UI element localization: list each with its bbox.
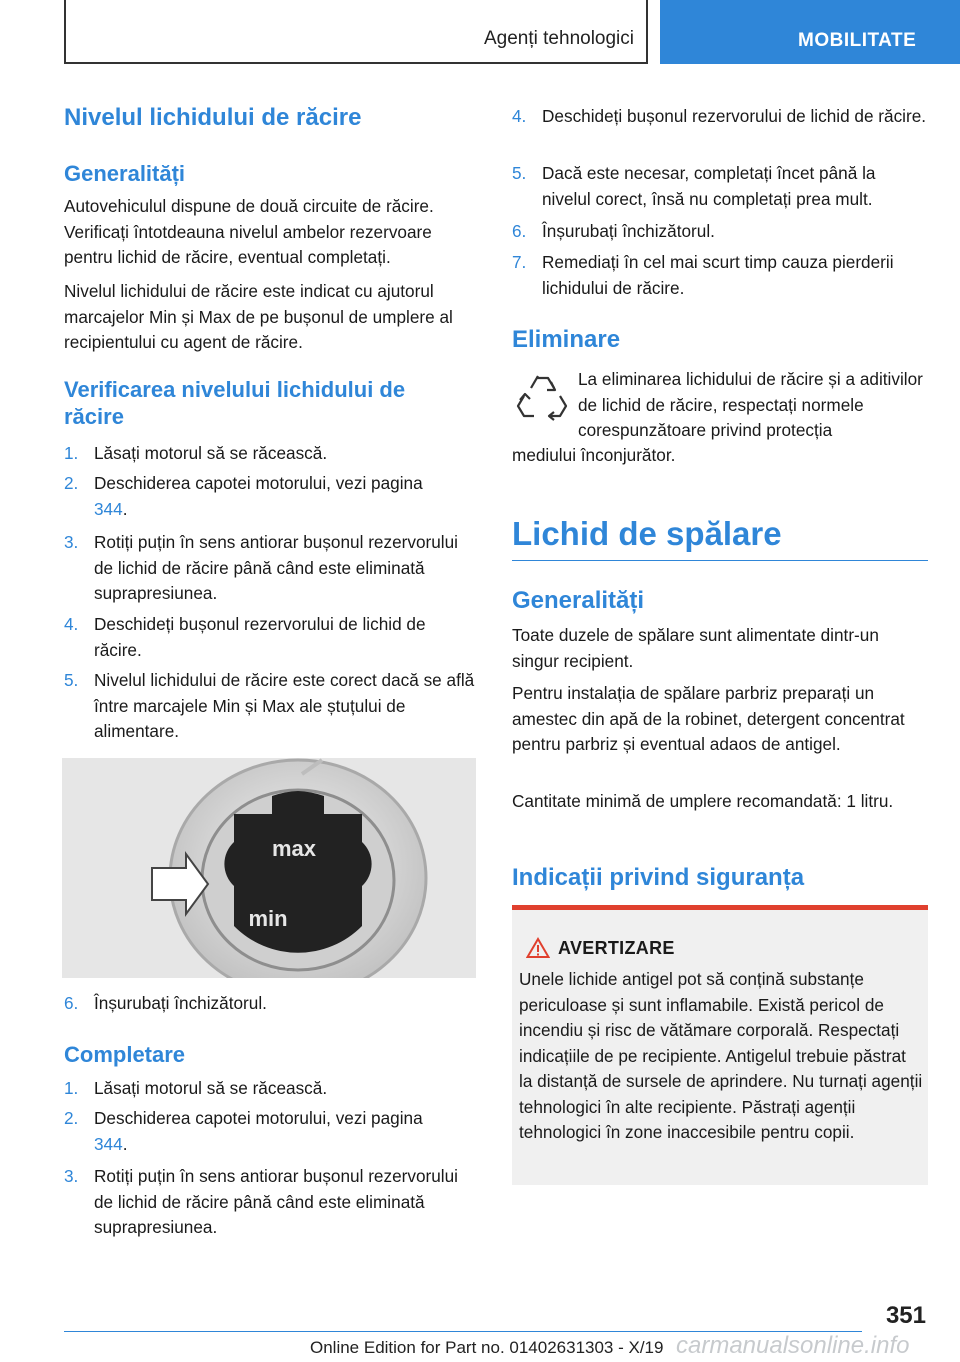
disposal-paragraph-end: mediului înconjurător. — [512, 445, 676, 465]
footer-edition: Online Edition for Part no. 01402631303 - X/19 — [310, 1338, 664, 1357]
page-link[interactable]: 344 — [94, 1133, 123, 1154]
list-item: 2. Deschiderea capotei motorului, vezi pagina 344. — [64, 473, 423, 519]
safety-heading: Indicații privind siguranța — [512, 864, 805, 891]
page-link[interactable]: 344 — [94, 498, 123, 519]
list-item: 4. Deschideți bușonul rezervorului de lichid de răcire. — [64, 614, 426, 660]
washer-paragraph-3: Cantitate minimă de umplere recomandată: 1 litru. — [512, 791, 894, 811]
check-level-heading: Verificarea nivelului lichidului de răcire — [64, 377, 406, 429]
header-section-label: MOBILITATE — [798, 30, 917, 51]
page-number: 351 — [885, 1302, 926, 1329]
disposal-paragraph: La eliminarea lichidului de răcire și a aditivilor de lichid de răcire, respectați normele corespunzătoare privind protecția — [578, 369, 923, 440]
washer-paragraph-2: Pentru instalația de spălare parbriz preparați un amestec din apă de la robinet, detergent concentrat pentru parbriz și eventual adaos de antigel. — [512, 683, 905, 754]
list-item: 4. Deschideți bușonul rezervorului de lichid de răcire. — [512, 106, 927, 126]
max-marking: max — [271, 836, 317, 861]
list-item: 3. Rotiți puțin în sens antiorar bușonul rezervorului de lichid de răcire până când este eliminată suprapresiunea. — [64, 532, 458, 603]
coolant-level-heading: Nivelul lichidului de răcire — [64, 104, 362, 131]
list-item: 7. Remediați în cel mai scurt timp cauza pierderii lichidului de răcire. — [512, 252, 894, 298]
list-item: 3. Rotiți puțin în sens antiorar bușonul rezervorului de lichid de răcire până când este eliminată suprapresiunea. — [64, 1166, 458, 1237]
coolant-cap-photo — [62, 758, 476, 978]
list-item: 2. Deschiderea capotei motorului, vezi pagina 344. — [64, 1108, 423, 1154]
recycle-icon — [516, 372, 568, 422]
warning-title: AVERTIZARE — [558, 938, 675, 958]
general-heading: Generalități — [64, 161, 186, 186]
coolant-cap-illustration — [62, 758, 476, 978]
list-item: 5. Nivelul lichidului de răcire este corect dacă se află între marcajele Min și Max ale ștuțului de alimentare. — [64, 670, 475, 741]
fill-heading: Completare — [64, 1042, 186, 1067]
washer-paragraph-1: Toate duzele de spălare sunt alimentate dintr-un singur recipient. — [512, 625, 879, 671]
header-chapter-tab — [64, 0, 648, 64]
washer-fluid-heading: Lichid de spălare — [512, 515, 782, 552]
heading-rule — [512, 560, 928, 561]
list-item: 5. Dacă este necesar, completați încet până la nivelul corect, însă nu completați prea mult. — [512, 163, 876, 209]
warning-text: Unele lichide antigel pot să conțină substanțe periculoase și sunt inflamabile. Există pericol de incendiu și risc de vătămare corporală. Respectați indicațiile de pe recipiente. Antigelul trebuie păstrat la distanță de sursele de aprindere. Nu turnați agenții tehnologici în alte recipiente. Păstrați agenții tehnologici în zone inaccesibile pentru copii. — [519, 969, 923, 1142]
washer-general-heading: Generalități — [512, 587, 645, 614]
general-paragraph-1: Autovehiculul dispune de două circuite de răcire. Verificați întotdeauna nivelul ambelor rezervoare pentru lichid de răcire, eventual completați. — [64, 196, 434, 267]
watermark: carmanualsonline.info — [676, 1332, 910, 1359]
disposal-heading: Eliminare — [512, 326, 621, 353]
header-section-tab[interactable] — [660, 0, 960, 64]
warning-box — [512, 905, 928, 1185]
general-paragraph-2: Nivelul lichidului de răcire este indicat cu ajutorul marcajelor Min și Max de pe bușonul de umplere al recipientului cu agent de răcire. — [64, 281, 453, 352]
warning-triangle-icon — [526, 937, 550, 959]
min-marking: min — [248, 906, 288, 931]
header-chapter-title: Agenți tehnologici — [484, 28, 634, 49]
